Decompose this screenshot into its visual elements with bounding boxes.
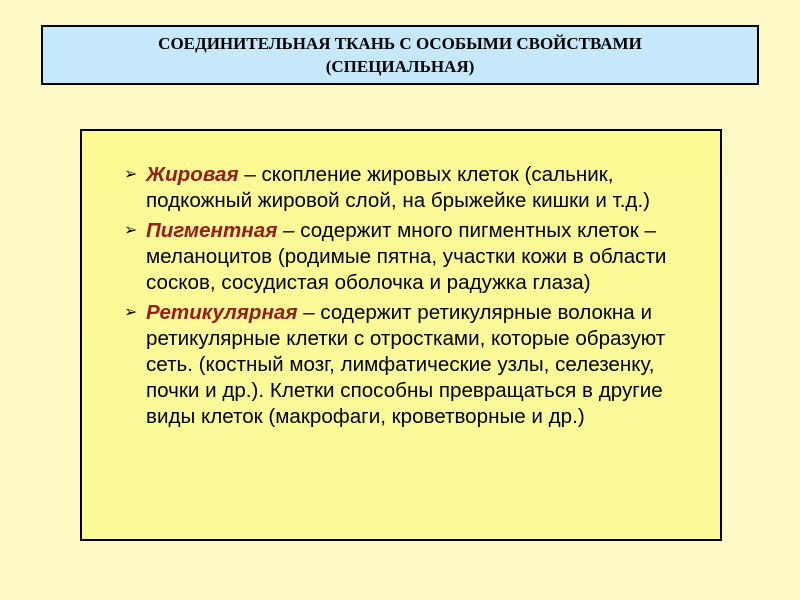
content-panel [80,129,722,541]
definition-reticular: – содержит ретикулярные волокна и ретикулярные клетки с отростками, которые образуют сеть. (костный мозг, лимфатические узлы, селезенку, почки и др.). Клетки способны превращаться в другие виды клеток (макрофаги, кроветворные и др.) [146,301,666,428]
slide-title-line-1: СОЕДИНИТЕЛЬНАЯ ТКАНЬ С ОСОБЫМИ СВОЙСТВАМИ [158,34,642,53]
definition-adipose: – скопление жировых клеток (сальник, подкожный жировой слой, на брыжейке кишки и т.д.) [146,163,651,212]
list-item-pigment [124,218,709,296]
definition-pigment: – содержит много пигментных клеток – меланоцитов (родимые пятна, участки кожи в области сосков, сосудистая оболочка и радужка глаза) [146,219,667,294]
list-item-adipose [124,162,709,214]
bullet-list [124,162,709,434]
slide-title-line-2: (СПЕЦИАЛЬНАЯ) [325,57,475,76]
arrow-bullet-icon: ➢ [124,222,138,239]
term-adipose: Жировая [146,163,239,186]
slide-title [41,25,759,85]
list-item-reticular [124,300,709,430]
term-reticular: Ретикулярная [146,301,298,324]
term-pigment: Пигментная [146,219,278,242]
arrow-bullet-icon: ➢ [124,166,138,183]
arrow-bullet-icon: ➢ [124,304,138,321]
